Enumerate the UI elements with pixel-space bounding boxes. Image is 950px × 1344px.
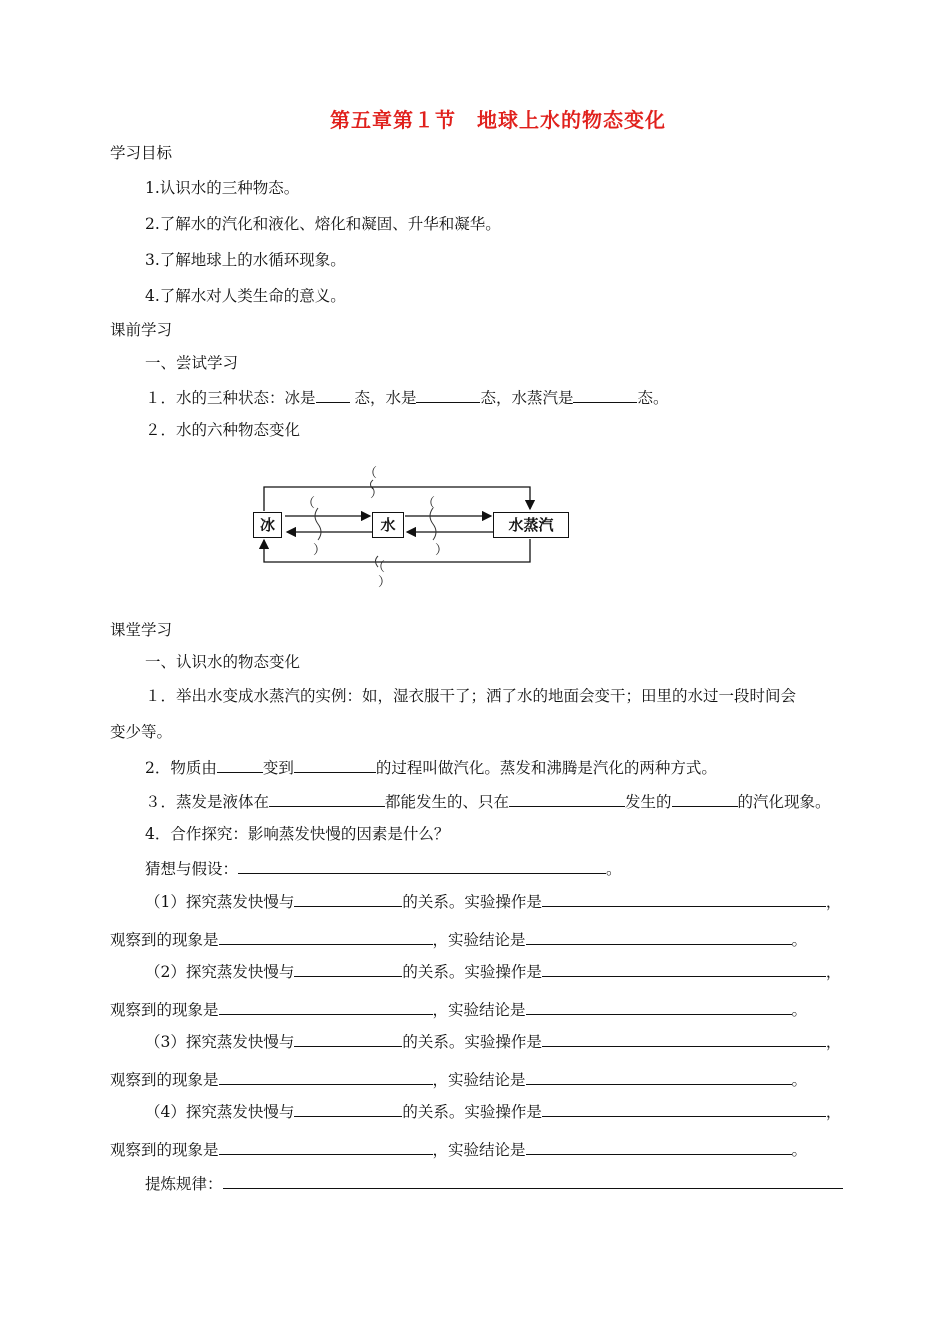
pre-subheading: 一、尝试学习 <box>145 354 239 372</box>
probe-line: （4）探究蒸发快慢与 的关系。实验操作是 ， <box>145 1100 841 1122</box>
class-item-2: 2．物质由 变到 的过程叫做汽化。蒸发和沸腾是汽化的两种方式。 <box>145 756 717 778</box>
answer-blank[interactable] <box>526 998 792 1015</box>
probe-line: （1）探究蒸发快慢与 的关系。实验操作是 ， <box>145 890 841 912</box>
answer-blank[interactable] <box>219 928 433 945</box>
rule-line: 提炼规律： <box>145 1172 843 1194</box>
answer-blank[interactable] <box>542 890 826 907</box>
goal-item: 4.了解水对人类生命的意义。 <box>145 287 346 305</box>
observe-line: 观察到的现象是 ，实验结论是 。 <box>110 998 807 1020</box>
answer-blank[interactable] <box>238 857 606 874</box>
answer-blank[interactable] <box>294 1100 402 1117</box>
goals-heading: 学习目标 <box>110 144 173 162</box>
answer-blank[interactable] <box>219 998 433 1015</box>
class-item-3: ３．蒸发是液体在 都能发生的、只在 发生的 的汽化现象。 <box>145 790 831 812</box>
question-1: １．水的三种状态：冰是 态，水是 态，水蒸汽是 态。 <box>145 386 668 408</box>
answer-blank[interactable] <box>542 1100 826 1117</box>
pre-heading: 课前学习 <box>110 321 173 339</box>
answer-blank[interactable] <box>294 890 402 907</box>
goal-item: 3.了解地球上的水循环现象。 <box>145 251 346 269</box>
blank-paren-close[interactable]: ） <box>370 486 384 501</box>
answer-blank[interactable] <box>509 790 625 807</box>
blank-paren-open[interactable]: （ <box>422 496 436 511</box>
answer-blank[interactable] <box>672 790 738 807</box>
goal-item: 2.了解水的汽化和液化、熔化和凝固、升华和凝华。 <box>145 215 501 233</box>
node-steam: 水蒸汽 <box>493 512 569 538</box>
answer-blank[interactable] <box>294 1030 402 1047</box>
answer-blank[interactable] <box>269 790 385 807</box>
answer-blank[interactable] <box>294 960 402 977</box>
probe-line: （2）探究蒸发快慢与 的关系。实验操作是 ， <box>145 960 841 982</box>
answer-blank[interactable] <box>526 1138 792 1155</box>
answer-blank[interactable] <box>294 756 376 773</box>
class-item-4: 4．合作探究：影响蒸发快慢的因素是什么？ <box>145 825 450 843</box>
answer-blank[interactable] <box>217 756 263 773</box>
guess-line: 猜想与假设： 。 <box>145 857 622 879</box>
blank-paren-open[interactable]: （ <box>372 560 386 575</box>
class-item-1-cont: 变少等。 <box>110 723 173 741</box>
goal-item: 1.认识水的三种物态。 <box>145 179 300 197</box>
blank-paren-close[interactable]: ） <box>378 575 392 590</box>
node-water: 水 <box>372 512 404 538</box>
class-subheading: 一、认识水的物态变化 <box>145 653 301 671</box>
probe-line: （3）探究蒸发快慢与 的关系。实验操作是 ， <box>145 1030 841 1052</box>
blank-paren-open[interactable]: （ <box>302 496 316 511</box>
squiggle-mark <box>430 508 436 540</box>
question-2: ２．水的六种物态变化 <box>145 421 301 439</box>
observe-line: 观察到的现象是 ，实验结论是 。 <box>110 1068 807 1090</box>
page-title: 第五章第１节 地球上水的物态变化 <box>330 108 666 132</box>
blank-paren-open[interactable]: （ <box>364 466 378 481</box>
arrow-steam-to-ice <box>264 539 530 562</box>
class-item-1: １．举出水变成水蒸汽的实例：如，湿衣服干了；洒了水的地面会变干；田里的水过一段时间会 <box>145 687 797 705</box>
answer-blank[interactable] <box>526 1068 792 1085</box>
answer-blank[interactable] <box>526 928 792 945</box>
squiggle-mark <box>315 508 321 540</box>
observe-line: 观察到的现象是 ，实验结论是 。 <box>110 1138 807 1160</box>
answer-blank[interactable] <box>542 960 826 977</box>
answer-blank[interactable] <box>223 1172 843 1189</box>
blank-paren-close[interactable]: ） <box>313 543 327 558</box>
answer-blank[interactable] <box>219 1068 433 1085</box>
answer-blank[interactable] <box>542 1030 826 1047</box>
node-ice: 冰 <box>253 512 282 538</box>
answer-blank[interactable] <box>219 1138 433 1155</box>
class-heading: 课堂学习 <box>110 621 173 639</box>
blank-paren-close[interactable]: ） <box>435 543 449 558</box>
observe-line: 观察到的现象是 ，实验结论是 。 <box>110 928 807 950</box>
